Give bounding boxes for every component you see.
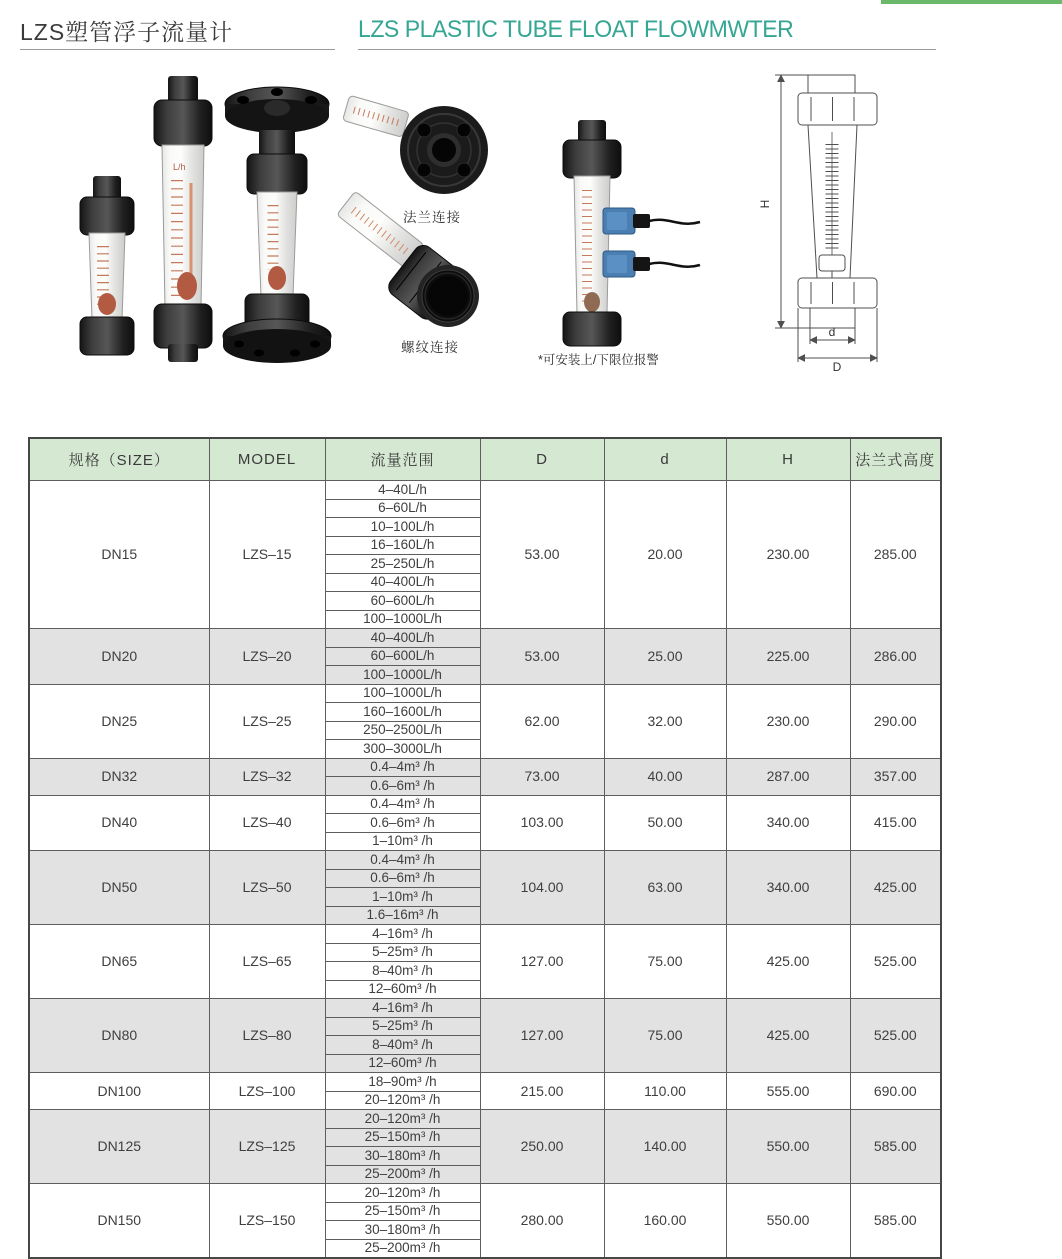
inner-diameter-cell: 75.00 (604, 999, 726, 1073)
flow-range-cell: 1–10m³ /h (325, 832, 480, 851)
table-row (29, 629, 941, 648)
outer-diameter-cell: 127.00 (480, 925, 604, 999)
flow-range-cell: 250–2500L/h (325, 721, 480, 740)
flange-height-cell: 585.00 (850, 1184, 941, 1259)
table-row (29, 1073, 941, 1092)
flow-range-cell: 100–1000L/h (325, 610, 480, 629)
flow-range-cell: 0.6–6m³ /h (325, 869, 480, 888)
size-cell: DN150 (29, 1184, 209, 1259)
flow-range-cell: 20–120m³ /h (325, 1110, 480, 1129)
inner-diameter-cell: 40.00 (604, 758, 726, 795)
column-header-0: 规格（SIZE） (29, 438, 209, 481)
flow-range-cell: 300–3000L/h (325, 740, 480, 759)
size-cell: DN25 (29, 684, 209, 758)
flange-height-cell: 525.00 (850, 925, 941, 999)
alarm-note: *可安装上/下限位报警 (538, 353, 659, 367)
flow-range-cell: 18–90m³ /h (325, 1073, 480, 1092)
flow-range-cell: 20–120m³ /h (325, 1184, 480, 1203)
model-cell: LZS–25 (209, 684, 325, 758)
column-header-5: H (726, 438, 850, 481)
flow-range-cell: 0.6–6m³ /h (325, 814, 480, 833)
height-cell: 230.00 (726, 481, 850, 629)
inner-diameter-cell: 25.00 (604, 629, 726, 685)
spec-table-body (29, 481, 941, 1259)
size-cell: DN125 (29, 1110, 209, 1184)
inner-diameter-cell: 160.00 (604, 1184, 726, 1259)
flange-height-cell: 286.00 (850, 629, 941, 685)
outer-diameter-cell: 62.00 (480, 684, 604, 758)
height-cell: 425.00 (726, 999, 850, 1073)
thread-connection-photo (370, 224, 490, 334)
flow-range-cell: 30–180m³ /h (325, 1147, 480, 1166)
height-cell: 555.00 (726, 1073, 850, 1110)
flowmeter-medium (154, 76, 212, 362)
table-row (29, 795, 941, 814)
dim-label-outer-diameter: D (832, 360, 842, 374)
table-row (29, 1110, 941, 1129)
flow-range-cell: 60–600L/h (325, 592, 480, 611)
size-cell: DN15 (29, 481, 209, 629)
table-header-row (29, 438, 941, 481)
inner-diameter-cell: 20.00 (604, 481, 726, 629)
model-cell: LZS–80 (209, 999, 325, 1073)
model-cell: LZS–100 (209, 1073, 325, 1110)
flow-range-cell: 60–600L/h (325, 647, 480, 666)
height-cell: 287.00 (726, 758, 850, 795)
flow-range-cell: 4–16m³ /h (325, 999, 480, 1018)
flow-range-cell: 5–25m³ /h (325, 943, 480, 962)
flow-range-cell: 30–180m³ /h (325, 1221, 480, 1240)
table-row (29, 481, 941, 500)
model-cell: LZS–50 (209, 851, 325, 925)
flowmeter-flanged (223, 87, 331, 363)
flange-height-cell: 690.00 (850, 1073, 941, 1110)
flow-range-cell: 0.4–4m³ /h (325, 758, 480, 777)
flow-range-cell: 8–40m³ /h (325, 962, 480, 981)
flow-range-cell: 4–40L/h (325, 481, 480, 500)
outer-diameter-cell: 104.00 (480, 851, 604, 925)
model-cell: LZS–40 (209, 795, 325, 851)
flow-range-cell: 12–60m³ /h (325, 980, 480, 999)
height-cell: 425.00 (726, 925, 850, 999)
flow-range-cell: 0.4–4m³ /h (325, 795, 480, 814)
flow-range-cell: 100–1000L/h (325, 666, 480, 685)
inner-diameter-cell: 63.00 (604, 851, 726, 925)
table-row (29, 758, 941, 777)
dimension-drawing (745, 52, 945, 374)
size-cell: DN50 (29, 851, 209, 925)
flange-connection-photo (372, 92, 492, 204)
flow-range-cell: 20–120m³ /h (325, 1091, 480, 1110)
inner-diameter-cell: 75.00 (604, 925, 726, 999)
height-cell: 225.00 (726, 629, 850, 685)
flow-range-cell: 1–10m³ /h (325, 888, 480, 907)
page-title-english: LZS PLASTIC TUBE FLOAT FLOWMWTER (358, 16, 794, 43)
spec-table (28, 437, 942, 1259)
flow-range-cell: 25–150m³ /h (325, 1128, 480, 1147)
table-row (29, 684, 941, 703)
top-accent-bar (881, 0, 1062, 4)
column-header-6: 法兰式高度 (850, 438, 941, 481)
flow-range-cell: 0.6–6m³ /h (325, 777, 480, 796)
flow-range-cell: 12–60m³ /h (325, 1054, 480, 1073)
column-header-2: 流量范围 (325, 438, 480, 481)
outer-diameter-cell: 215.00 (480, 1073, 604, 1110)
scale-unit-label: L/h (173, 162, 186, 172)
outer-diameter-cell: 73.00 (480, 758, 604, 795)
flange-height-cell: 585.00 (850, 1110, 941, 1184)
flange-connection-label: 法兰连接 (403, 210, 461, 225)
model-cell: LZS–125 (209, 1110, 325, 1184)
inner-diameter-cell: 32.00 (604, 684, 726, 758)
flow-range-cell: 160–1600L/h (325, 703, 480, 722)
flow-range-cell: 1.6–16m³ /h (325, 906, 480, 925)
title-underline-right (358, 49, 936, 50)
flange-height-cell: 525.00 (850, 999, 941, 1073)
flow-range-cell: 8–40m³ /h (325, 1036, 480, 1055)
column-header-3: D (480, 438, 604, 481)
flow-range-cell: 16–160L/h (325, 536, 480, 555)
title-underline-left (20, 49, 335, 50)
dim-label-inner-diameter: d (828, 325, 836, 339)
flow-range-cell: 4–16m³ /h (325, 925, 480, 944)
outer-diameter-cell: 250.00 (480, 1110, 604, 1184)
size-cell: DN80 (29, 999, 209, 1073)
alarm-flowmeter-photo (537, 118, 712, 348)
flow-range-cell: 40–400L/h (325, 629, 480, 648)
thread-connection-label: 螺纹连接 (401, 340, 459, 355)
flow-range-cell: 25–150m³ /h (325, 1202, 480, 1221)
model-cell: LZS–20 (209, 629, 325, 685)
outer-diameter-cell: 103.00 (480, 795, 604, 851)
size-cell: DN40 (29, 795, 209, 851)
outer-diameter-cell: 280.00 (480, 1184, 604, 1259)
flowmeter-small (80, 176, 134, 355)
table-row (29, 1184, 941, 1203)
flange-height-cell: 415.00 (850, 795, 941, 851)
size-cell: DN20 (29, 629, 209, 685)
model-cell: LZS–65 (209, 925, 325, 999)
inner-diameter-cell: 140.00 (604, 1110, 726, 1184)
dim-label-height: H (758, 199, 772, 209)
table-row (29, 851, 941, 870)
flow-range-cell: 25–250L/h (325, 555, 480, 574)
flow-range-cell: 5–25m³ /h (325, 1017, 480, 1036)
model-cell: LZS–150 (209, 1184, 325, 1259)
flow-range-cell: 10–100L/h (325, 518, 480, 537)
height-cell: 340.00 (726, 795, 850, 851)
flange-height-cell: 357.00 (850, 758, 941, 795)
outer-diameter-cell: 127.00 (480, 999, 604, 1073)
outer-diameter-cell: 53.00 (480, 481, 604, 629)
size-cell: DN100 (29, 1073, 209, 1110)
model-cell: LZS–15 (209, 481, 325, 629)
column-header-4: d (604, 438, 726, 481)
flow-range-cell: 100–1000L/h (325, 684, 480, 703)
inner-diameter-cell: 110.00 (604, 1073, 726, 1110)
size-cell: DN65 (29, 925, 209, 999)
height-cell: 550.00 (726, 1184, 850, 1259)
size-cell: DN32 (29, 758, 209, 795)
flow-range-cell: 40–400L/h (325, 573, 480, 592)
flange-height-cell: 425.00 (850, 851, 941, 925)
height-cell: 550.00 (726, 1110, 850, 1184)
upper-limit-switch (603, 208, 700, 234)
page-title-chinese: LZS塑管浮子流量计 (20, 19, 234, 45)
height-cell: 340.00 (726, 851, 850, 925)
flow-range-cell: 0.4–4m³ /h (325, 851, 480, 870)
table-row (29, 999, 941, 1018)
flange-height-cell: 290.00 (850, 684, 941, 758)
flow-range-cell: 25–200m³ /h (325, 1239, 480, 1258)
lower-limit-switch (603, 251, 700, 277)
inner-diameter-cell: 50.00 (604, 795, 726, 851)
height-cell: 230.00 (726, 684, 850, 758)
flange-height-cell: 285.00 (850, 481, 941, 629)
outer-diameter-cell: 53.00 (480, 629, 604, 685)
flowmeters-photo (25, 58, 355, 363)
model-cell: LZS–32 (209, 758, 325, 795)
flow-range-cell: 25–200m³ /h (325, 1165, 480, 1184)
column-header-1: MODEL (209, 438, 325, 481)
table-row (29, 925, 941, 944)
flow-range-cell: 6–60L/h (325, 499, 480, 518)
